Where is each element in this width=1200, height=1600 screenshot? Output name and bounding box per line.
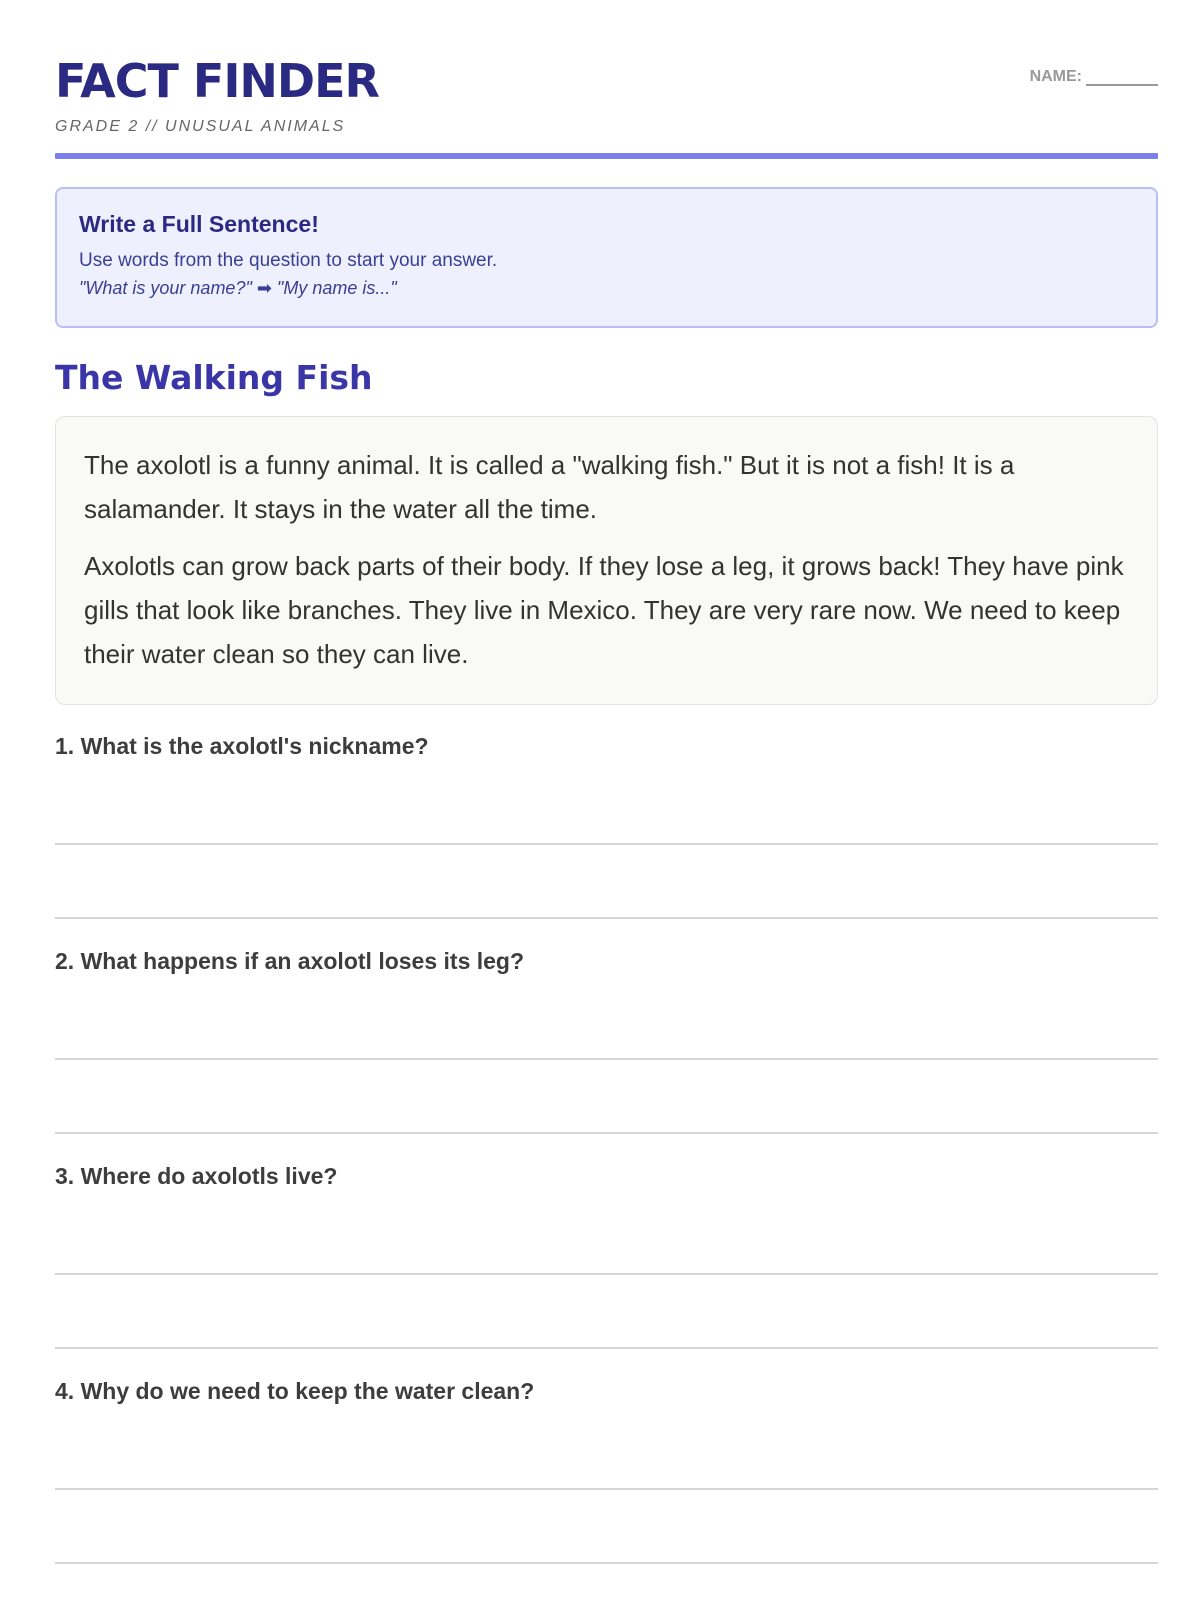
answer-line[interactable] <box>55 1347 1158 1349</box>
name-label: NAME: <box>1029 68 1082 85</box>
question-text: 1. What is the axolotl's nickname? <box>55 733 429 759</box>
reading-passage <box>55 416 1158 705</box>
answer-line[interactable] <box>55 1562 1158 1564</box>
instruction-title: Write a Full Sentence! <box>79 211 319 237</box>
name-field[interactable] <box>1030 68 1158 86</box>
question-list <box>55 733 1158 1593</box>
passage-paragraph: The axolotl is a funny animal. It is called a "walking fish." But it is not a fish! It is a salamander. It stays in the water all the time. <box>84 450 1015 524</box>
worksheet-header <box>55 0 1158 160</box>
answer-line[interactable] <box>55 1058 1158 1060</box>
header-divider <box>55 153 1158 159</box>
worksheet <box>55 0 1158 1404</box>
name-blank-line[interactable] <box>1086 70 1158 86</box>
instruction-box <box>55 187 1158 328</box>
answer-line[interactable] <box>55 917 1158 919</box>
answer-line[interactable] <box>55 1488 1158 1490</box>
worksheet-title: FACT FINDER <box>55 54 379 108</box>
question-item <box>55 948 1158 1163</box>
instruction-text: Use words from the question to start your answer. <box>79 250 498 271</box>
question-item <box>55 1378 1158 1593</box>
answer-line[interactable] <box>55 1132 1158 1134</box>
passage-paragraph: Axolotls can grow back parts of their body. If they lose a leg, it grows back! They have pink gills that look like branches. They live in Mexico. They are very rare now. We need to keep their water clean so they can live. <box>84 551 1124 669</box>
answer-line[interactable] <box>55 843 1158 845</box>
instruction-example: "What is your name?" ➡ "My name is..." <box>79 278 397 298</box>
question-item <box>55 733 1158 948</box>
question-text: 2. What happens if an axolotl loses its leg? <box>55 948 525 974</box>
question-text: 3. Where do axolotls live? <box>55 1163 338 1189</box>
worksheet-subtitle: GRADE 2 // UNUSUAL ANIMALS <box>55 118 346 135</box>
question-item <box>55 1163 1158 1378</box>
passage-title: The Walking Fish <box>55 358 373 397</box>
question-text: 4. Why do we need to keep the water clean? <box>55 1378 535 1404</box>
answer-line[interactable] <box>55 1273 1158 1275</box>
